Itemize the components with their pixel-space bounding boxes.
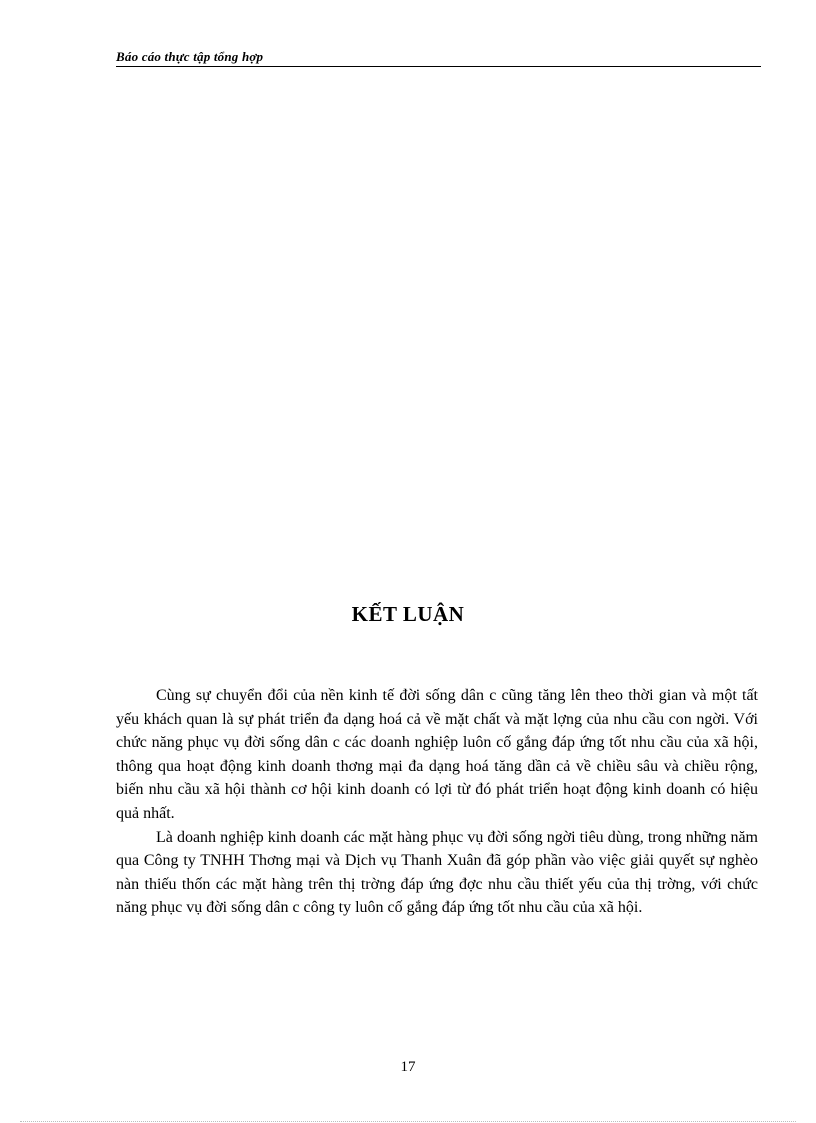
page-number: 17 — [400, 1059, 416, 1075]
running-header — [116, 48, 761, 67]
section-title: KẾT LUẬN — [351, 602, 465, 626]
running-header-title: Báo cáo thực tập tổng hợp — [116, 49, 264, 64]
page-bottom-divider — [20, 1121, 796, 1122]
paragraph-1: Cùng sự chuyển đổi của nền kinh tế đời sống dân c cũng tăng lên theo thời gian và một tất yếu khách quan là sự phát triển đa dạng hoá cả về mặt chất và mặt lợng của nhu cầu con ngời. Với chức năng phục vụ đời sống dân c các doanh nghiệp luôn cố gắng đáp ứng tốt nhu cầu của xã hội, thông qua hoạt động kinh doanh thơng mại đa dạng hoá tăng dần cả về chiều sâu và chiều rộng, biến nhu cầu xã hội thành cơ hội kinh doanh có lợi từ đó phát triển hoạt động kinh doanh có hiệu quả nhất. — [116, 687, 758, 822]
body-text — [116, 684, 758, 920]
paragraph-2: Là doanh nghiệp kinh doanh các mặt hàng phục vụ đời sống ngời tiêu dùng, trong những năm qua Công ty TNHH Thơng mại và Dịch vụ Thanh Xuân đã góp phần vào việc giải quyết sự nghèo nàn thiếu thốn các mặt hàng trên thị trờng đáp ứng đợc nhu cầu thiết yếu của thị trờng, với chức năng phục vụ đời sống dân c công ty luôn cố gắng đáp ứng tốt nhu cầu của xã hội. — [116, 828, 758, 917]
